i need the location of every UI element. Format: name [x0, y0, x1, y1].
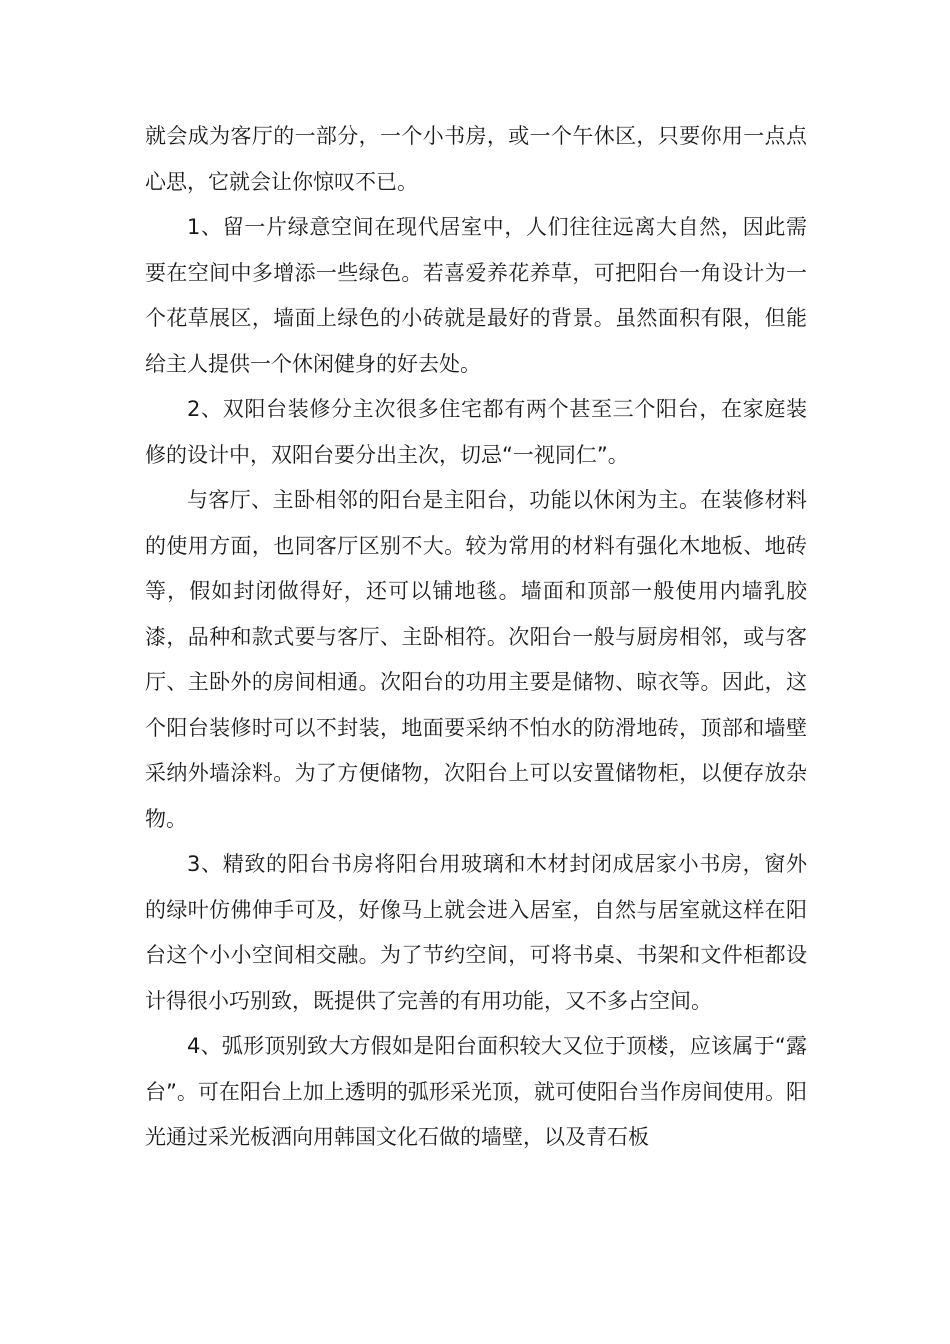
- paragraph-balcony-study: 3、精致的阳台书房将阳台用玻璃和木材封闭成居家小书房，窗外的绿叶仿佛伸手可及，好像马上就会进入居室，自然与居室就这样在阳台这个小小空间相交融。为了节约空间，可将书桌、书架和文件柜都设计得很小巧别致，既提供了完善的有用功能，又不多占空间。: [145, 852, 807, 1013]
- paragraph-double-balcony: 2、双阳台装修分主次很多住宅都有两个甚至三个阳台，在家庭装修的设计中，双阳台要分出主次，切忌“一视同仁”。: [145, 397, 807, 467]
- paragraph-arched-roof: 4、弧形顶别致大方假如是阳台面积较大又位于顶楼，应该属于“露台”。可在阳台上加上透明的弧形采光顶，就可使阳台当作房间使用。阳光通过采光板洒向用韩国文化石做的墙壁，以及青石板: [145, 1034, 807, 1149]
- paragraph-green-space: 1、留一片绿意空间在现代居室中，人们往往远离大自然，因此需要在空间中多增添一些绿色。若喜爱养花养草，可把阳台一角设计为一个花草展区，墙面上绿色的小砖就是最好的背景。虽然面积有限，但能给主人提供一个休闲健身的好去处。: [145, 215, 807, 376]
- paragraph-continuation: 就会成为客厅的一部分，一个小书房，或一个午休区，只要你用一点点心思，它就会让你惊叹不已。: [145, 124, 807, 194]
- document-body: [145, 114, 807, 1161]
- paragraph-main-secondary-balcony: 与客厅、主卧相邻的阳台是主阳台，功能以休闲为主。在装修材料的使用方面，也同客厅区别不大。较为常用的材料有强化木地板、地砖等，假如封闭做得好，还可以铺地毯。墙面和顶部一般使用内墙乳胶漆，品种和款式要与客厅、主卧相符。次阳台一般与厨房相邻，或与客厅、主卧外的房间相通。次阳台的功用主要是储物、晾衣等。因此，这个阳台装修时可以不封装，地面要采纳不怕水的防滑地砖，顶部和墙壁采纳外墙涂料。为了方便储物，次阳台上可以安置储物柜，以便存放杂物。: [145, 488, 807, 831]
